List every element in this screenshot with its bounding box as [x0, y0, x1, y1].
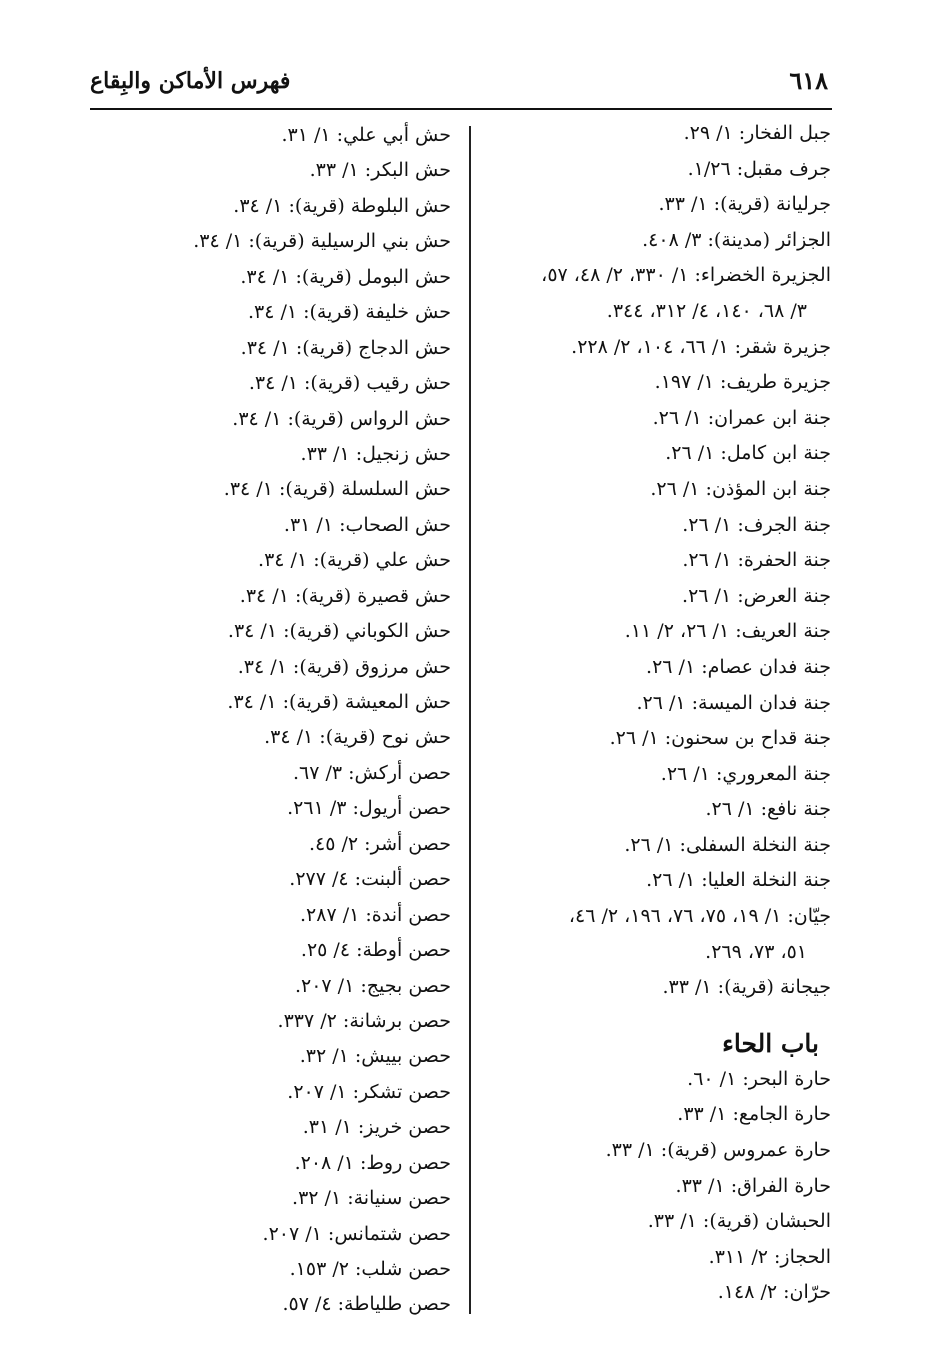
index-entry: حصن أريول: ٣/ ٢٦١.	[287, 797, 451, 820]
index-entry: جيجانة (قرية): ١/ ٣٣.	[662, 976, 831, 999]
index-entry: الجزائر (مدينة): ٣/ ٤٠٨.	[642, 228, 831, 251]
index-entry: جرليانة (قرية): ١/ ٣٣.	[658, 193, 831, 216]
index-entry: جنة النخلة السفلى: ١/ ٢٦.	[624, 833, 831, 856]
index-entry: حش نوح (قرية): ١/ ٣٤.	[264, 726, 451, 749]
index-entry: حصن بييش: ١/ ٣٢.	[299, 1045, 451, 1068]
index-entry: حش البومل (قرية): ١/ ٣٤.	[240, 265, 451, 288]
entry-group	[471, 970, 831, 1006]
entry-continuation: ٣/ ٦٨، ١٤٠، ٤/ ٣١٢، ٣٤٤.	[606, 299, 807, 322]
index-entry: حصن أركش: ٣/ ٦٧.	[292, 761, 451, 784]
index-entry: حش بني الرسيلية (قرية): ١/ ٣٤.	[193, 230, 451, 253]
entry-group	[471, 330, 831, 900]
index-entry: جنة النخلة العليا: ١/ ٢٦.	[646, 869, 831, 892]
index-entry	[471, 258, 831, 329]
index-entry: الحجاز: ٢/ ٣١١.	[708, 1245, 831, 1268]
index-entry: حصن طلياطة: ٤/ ٥٧.	[282, 1293, 451, 1316]
index-entry: الحبشان (قرية): ١/ ٣٣.	[647, 1210, 831, 1233]
page-number: ٦١٨	[789, 66, 828, 95]
index-entry: جنة ابن عمران: ١/ ٢٦.	[652, 406, 831, 429]
index-entry: حش الصحاب: ١/ ٣١.	[283, 513, 451, 536]
index-entry: حصن سنيانة: ١/ ٣٢.	[292, 1187, 451, 1210]
entry-group	[471, 1062, 831, 1311]
index-entry: جزيرة شقر: ١/ ٦٦، ١٠٤، ٢/ ٢٢٨.	[571, 335, 831, 358]
index-entry: حش رقيب (قرية): ١/ ٣٤.	[248, 372, 451, 395]
index-entry: حرّان: ٢/ ١٤٨.	[717, 1281, 831, 1304]
right-column	[471, 116, 831, 1311]
index-entry: حارة الفراق: ١/ ٣٣.	[675, 1174, 831, 1197]
page-header	[90, 66, 828, 106]
index-entry: جبل الفخار: ١/ ٢٩.	[683, 122, 831, 144]
running-title: فهرس الأماكن والبِقاع	[90, 68, 291, 94]
index-entry: جنة قداح بن سحنون: ١/ ٢٦.	[609, 727, 831, 750]
index-entry: حش البكر: ١/ ٣٣.	[309, 159, 451, 182]
index-entry: جنة الجرف: ١/ ٢٦.	[682, 513, 831, 536]
left-column	[131, 118, 451, 1323]
index-entry: حش قصيرة (قرية): ١/ ٣٤.	[239, 584, 451, 607]
index-entry: حش علي (قرية): ١/ ٣٤.	[258, 549, 451, 572]
index-entry: حارة الجامع: ١/ ٣٣.	[677, 1103, 831, 1126]
index-entry: حصن برشانة: ٢/ ٣٣٧.	[277, 1009, 451, 1032]
entry-line: جيّان: ١/ ١٩، ٧٥، ٧٦، ١٩٦، ٢/ ٤٦،	[568, 905, 831, 928]
index-entry: حصن أشر: ٢/ ٤٥.	[309, 832, 451, 855]
index-entry: جنة فدان الميسة: ١/ ٢٦.	[636, 691, 831, 714]
index-entry: حصن تشكر: ١/ ٢٠٧.	[287, 1080, 451, 1103]
index-entry: حصن أوطة: ٤/ ٢٥.	[300, 939, 451, 962]
index-entry: حصن أندة: ١/ ٢٨٧.	[299, 903, 451, 926]
index-entry: حش أبي علي: ١/ ٣١.	[281, 124, 451, 146]
index-entry: حش المعيشة (قرية): ١/ ٣٤.	[227, 691, 451, 713]
index-entry: جنة نافع: ١/ ٢٦.	[705, 798, 831, 821]
index-entry: حصن ألبنت: ٤/ ٢٧٧.	[289, 868, 451, 891]
entry-line: الجزيرة الخضراء: ١/ ٣٣٠، ٢/ ٤٨، ٥٧،	[541, 264, 831, 287]
index-entry	[471, 899, 831, 970]
index-entry: جنة المعروري: ١/ ٢٦.	[660, 762, 831, 785]
index-entry: جرف مقبل: ١/٢٦.	[687, 157, 831, 180]
index-entry: جنة فدان عصام: ١/ ٢٦.	[646, 655, 831, 678]
index-entry: حش الدجاج (قرية): ١/ ٣٤.	[240, 336, 451, 359]
header-rule	[90, 108, 832, 110]
index-entry: حش البلوطة (قرية): ١/ ٣٤.	[233, 194, 451, 217]
index-entry: حصن خريز: ١/ ٣١.	[302, 1116, 451, 1139]
index-entry: جزيرة طريف: ١/ ١٩٧.	[654, 371, 831, 394]
index-entry: حش الكوباني (قرية): ١/ ٣٤.	[227, 620, 451, 643]
index-entry: حش مرزوق (قرية): ١/ ٣٤.	[237, 655, 451, 678]
index-entry: حش زنجيل: ١/ ٣٣.	[300, 442, 451, 465]
index-entry: حصن روط: ١/ ٢٠٨.	[294, 1151, 451, 1174]
index-entry: حصن بجيج: ١/ ٢٠٧.	[294, 974, 451, 997]
index-entry: حش خليفة (قرية): ١/ ٣٤.	[247, 301, 451, 324]
index-entry: حش الرواس (قرية): ١/ ٣٤.	[232, 407, 451, 430]
index-entry: حصن شلب: ٢/ ١٥٣.	[289, 1258, 451, 1280]
entry-continuation: ٥١، ٧٣، ٢٦٩.	[705, 940, 807, 963]
index-entry: حارة عمروس (قرية): ١/ ٣٣.	[605, 1139, 831, 1162]
index-entry: حصن شتمانس: ١/ ٢٠٧.	[262, 1222, 451, 1245]
index-entry: جنة ابن كامل: ١/ ٢٦.	[665, 442, 831, 465]
index-entry: حارة البحر: ١/ ٦٠.	[687, 1067, 831, 1090]
index-entry: جنة ابن المؤذن: ١/ ٢٦.	[650, 477, 831, 500]
index-entry: جنة العرض: ١/ ٢٦.	[682, 584, 831, 607]
index-entry: جنة العريف: ١/ ٢٦، ٢/ ١١.	[624, 620, 831, 643]
section-heading: باب الحاء	[722, 1028, 819, 1058]
index-entry: حش السلسلة (قرية): ١/ ٣٤.	[223, 478, 451, 501]
index-entry: جنة الحفرة: ١/ ٢٦.	[682, 549, 831, 572]
entry-group	[471, 116, 831, 258]
